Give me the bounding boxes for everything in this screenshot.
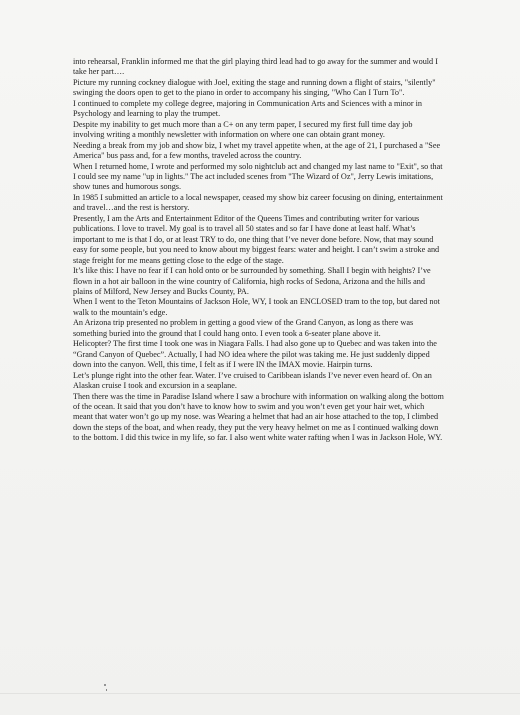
paragraph: It’s like this: I have no fear if I can hold onto or be surrounded by something. Shall I begin with heights? I’ve flown in a hot air balloon in the wine country of California, high rocks of Sedona, Arizona and the hills and plains of Milford, New Jersey and Bucks County, PA. bbox=[73, 266, 431, 296]
scan-speck bbox=[104, 684, 106, 686]
paragraph: When I returned home, I wrote and performed my solo nightclub act and changed my last name to "Exit", so that I could see my name "up in lights." The act included scenes from "The Wizard of Oz", Jerry Lewis imitations, show tunes and humorous songs. bbox=[73, 161, 443, 192]
paragraph: Needing a break from my job and show biz, I whet my travel appetite when, at the age of 21, I purchased a "See America" bus pass and, for a few months, traveled across the country. bbox=[73, 140, 441, 161]
page-fold-line bbox=[0, 693, 520, 694]
paragraph: Despite my inability to get much more than a C+ on any term paper, I secured my first full time day job involving writing a monthly newsletter with information on where one can obtain grant money. bbox=[73, 119, 413, 140]
paragraph: into rehearsal, Franklin informed me that the girl playing third lead had to go away for the summer and would I take her part…. bbox=[73, 57, 438, 77]
paragraph: I continued to complete my college degree, majoring in Communication Arts and Sciences with a minor in Psychology and learning to play the trumpet. bbox=[73, 98, 423, 119]
paragraph: An Arizona trip presented no problem in getting a good view of the Grand Canyon, as long as there was something buried into the ground that I could hang onto. I even took a 6-seater plane above it. bbox=[73, 318, 414, 338]
paragraph: Presently, I am the Arts and Entertainment Editor of the Queens Times and contributing writer for various publications. I love to travel. My goal is to travel all 50 states and so far I have done at least half. What’s important to me is that I do, or at least TRY to do, one thing that I’ve never done before. Now, that may sound easy for some people, but you need to know about my biggest fears: water and height. I can’t swim a stroke and stage freight for me means getting close to the edge of the stage. bbox=[73, 213, 440, 265]
paragraph: When I went to the Teton Mountains of Jackson Hole, WY, I took an ENCLOSED tram to the top, but dared not walk to the mountain’s edge. bbox=[73, 297, 440, 317]
paragraph: Then there was the time in Paradise Island where I saw a brochure with information on walking along the bottom of the ocean. It said that you don’t have to know how to swim and you won’t even get your hair wet, which meant that water won’t go up my nose. was Wearing a helmet that had an air hose attached to the top, I climbed down the steps of the boat, and when ready, they put the very heavy helmet on me as I continued walking down to the bottom. I did this twice in my life, so far. I also went white water rafting when I was in Jackson Hole, WY. bbox=[73, 391, 444, 443]
paragraph: Picture my running cockney dialogue with Joel, exiting the stage and running down a flight of stairs, "silently" swinging the doors open to get to the piano in order to accompany his singing, "Who Can I Turn To". bbox=[73, 77, 436, 98]
document-body bbox=[73, 57, 445, 444]
paragraph: Helicopter? The first time I took one was in Niagara Falls. I had also gone up to Quebec and was taken into the “Grand Canyon of Quebec”. Actually, I had NO idea where the pilot was taking me. He just suddenly dipped down into the canyon. Well, this time, I felt as if I were IN the IMAX movie. Hairpin turns. bbox=[73, 339, 437, 370]
scan-speck bbox=[106, 689, 107, 691]
paragraph: In 1985 I submitted an article to a local newspaper, ceased my show biz career focusing on dining, entertainment and travel…and the rest is herstory. bbox=[73, 192, 443, 213]
paragraph: Let’s plunge right into the other fear. Water. I’ve cruised to Caribbean islands I’ve never even heard of. On an Alaskan cruise I took and excursion in a seaplane. bbox=[73, 370, 432, 391]
